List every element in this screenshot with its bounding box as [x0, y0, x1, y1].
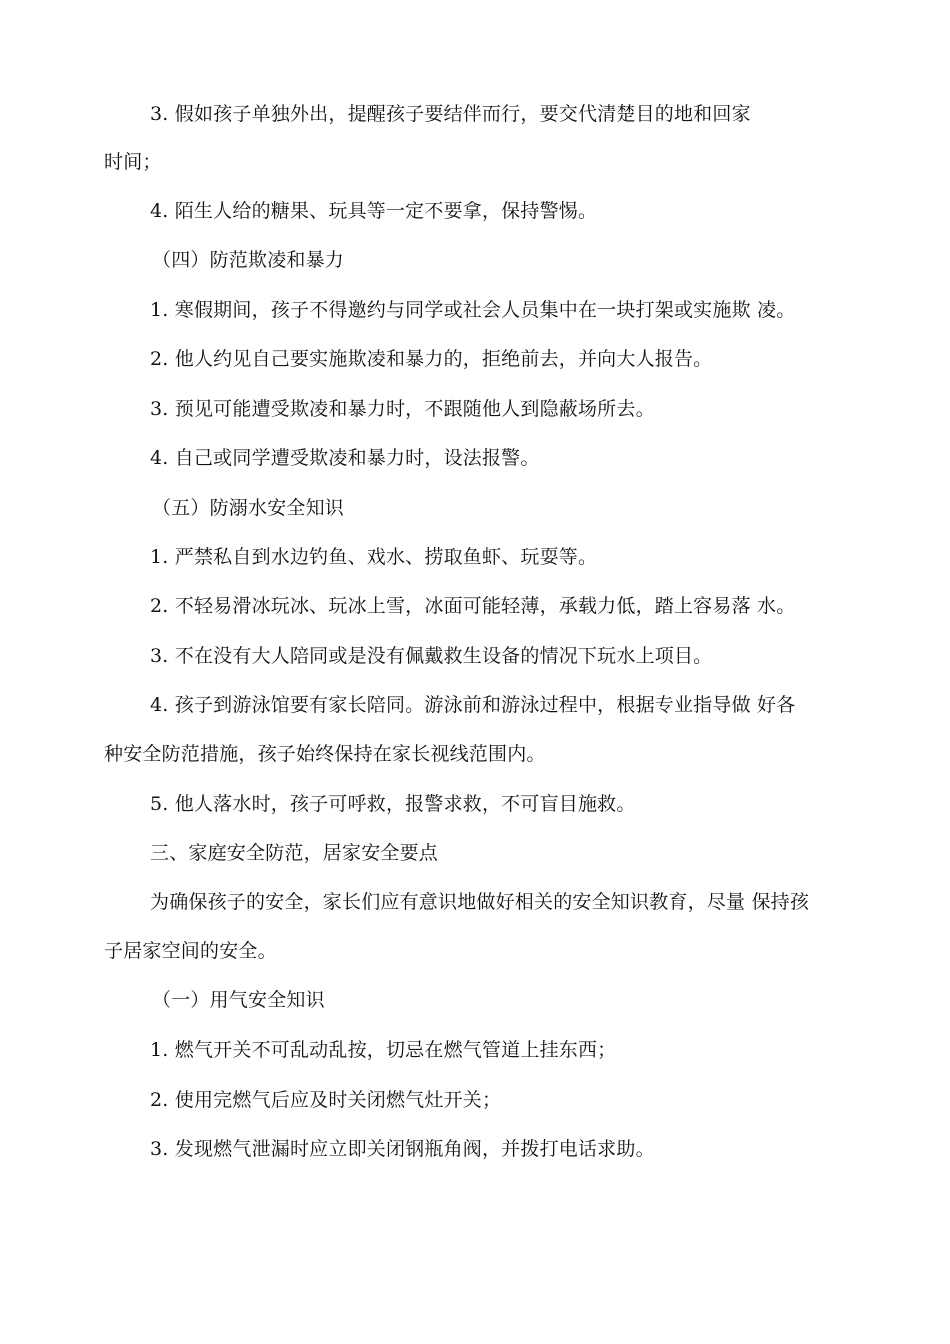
paragraph-line: 1. 寒假期间，孩子不得邀约与同学或社会人员集中在一块打架或实施欺 凌。: [150, 299, 796, 321]
section-heading: （五）防溺水安全知识: [152, 497, 345, 519]
paragraph-line: 种安全防范措施，孩子始终保持在家长视线范围内。: [104, 743, 546, 765]
paragraph-line: 3. 发现燃气泄漏时应立即关闭钢瓶角阀，并拨打电话求助。: [150, 1138, 655, 1160]
paragraph-line: 5. 他人落水时，孩子可呼救，报警求救，不可盲目施救。: [150, 793, 636, 815]
paragraph-line: 3. 不在没有大人陪同或是没有佩戴救生设备的情况下玩水上项目。: [150, 645, 713, 667]
paragraph-line: 1. 严禁私自到水边钓鱼、戏水、捞取鱼虾、玩耍等。: [150, 546, 598, 568]
paragraph-line: 为确保孩子的安全，家长们应有意识地做好相关的安全知识教育，尽量 保持孩: [150, 891, 810, 913]
paragraph-line: 2. 不轻易滑冰玩冰、玩冰上雪，冰面可能轻薄，承载力低，踏上容易落 水。: [150, 595, 796, 617]
paragraph-line: 4. 自己或同学遭受欺凌和暴力时，设法报警。: [150, 447, 540, 469]
paragraph-line: 3. 预见可能遭受欺凌和暴力时，不跟随他人到隐蔽场所去。: [150, 398, 655, 420]
paragraph-line: 2. 他人约见自己要实施欺凌和暴力的，拒绝前去，并向大人报告。: [150, 348, 713, 370]
paragraph-line: 子居家空间的安全。: [104, 940, 277, 962]
paragraph-line: 4. 孩子到游泳馆要有家长陪同。游泳前和游泳过程中，根据专业指导做 好各: [150, 694, 796, 716]
paragraph-line: 1. 燃气开关不可乱动乱按，切忌在燃气管道上挂东西；: [150, 1039, 617, 1061]
section-heading: （四）防范欺凌和暴力: [152, 249, 345, 271]
section-heading: 三、家庭安全防范，居家安全要点: [150, 842, 439, 864]
paragraph-line: 3. 假如孩子单独外出，提醒孩子要结伴而行，要交代清楚目的地和回家: [150, 103, 751, 125]
paragraph-line: 4. 陌生人给的糖果、玩具等一定不要拿，保持警惕。: [150, 200, 598, 222]
section-heading: （一）用气安全知识: [152, 989, 325, 1011]
paragraph-line: 2. 使用完燃气后应及时关闭燃气灶开关；: [150, 1089, 502, 1111]
paragraph-line: 时间；: [104, 151, 162, 173]
